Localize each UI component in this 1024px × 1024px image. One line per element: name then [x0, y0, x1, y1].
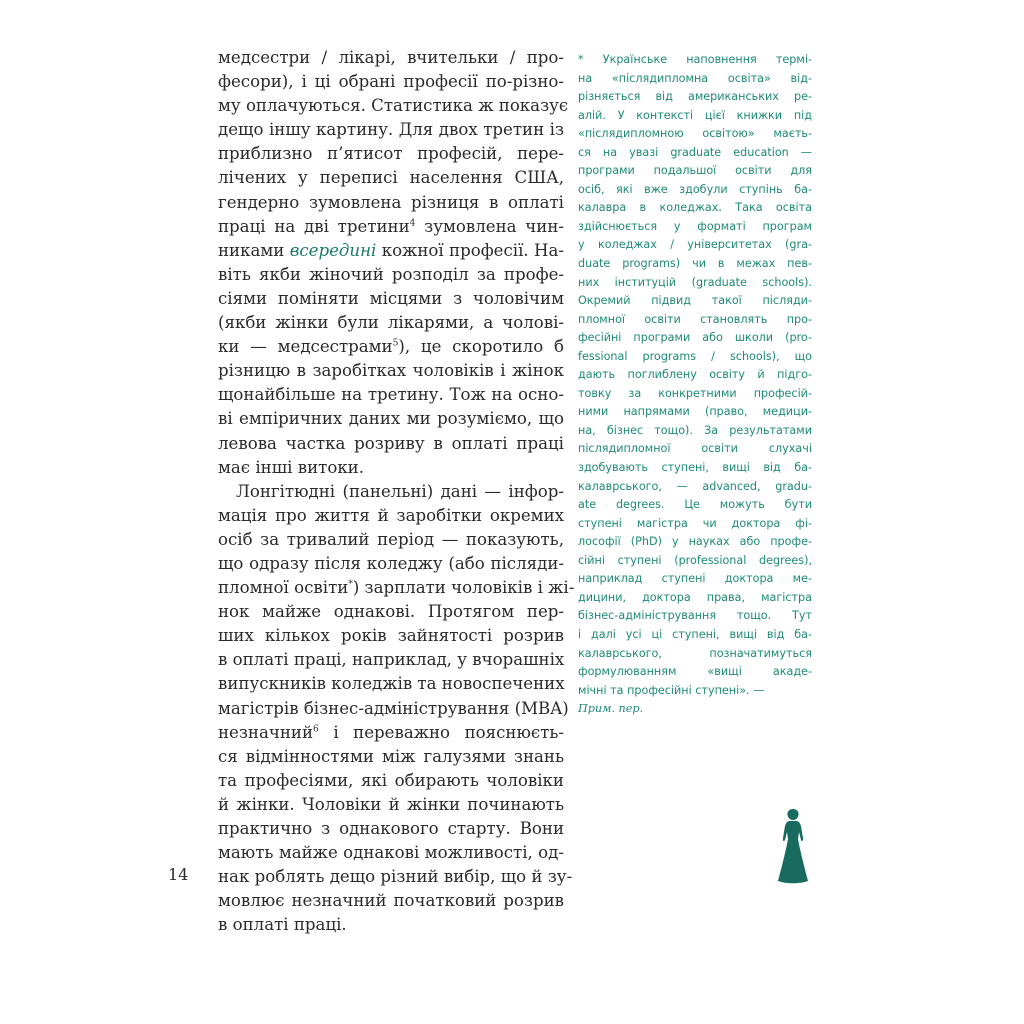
line-text: ві емпіричних даних ми розуміємо, що [218, 409, 564, 429]
text-line [218, 600, 564, 624]
main-text-column [218, 46, 575, 937]
text-line [218, 432, 564, 456]
line-text: лософії (PhD) у науках або профе- [578, 535, 812, 549]
text-line [578, 533, 812, 552]
text-line [218, 142, 564, 166]
line-text: здійснюється у форматі програм [578, 219, 812, 233]
line-text: мація про життя й заробітки окремих [218, 505, 564, 525]
text-line [578, 88, 812, 107]
text-line [218, 624, 564, 648]
line-text: «післядипломною освітою» маєть- [578, 127, 812, 141]
text-line [218, 215, 564, 239]
line-text: різницю в заробітках чоловіків і жінок [218, 361, 564, 381]
line-text: формулюванням «вищі акаде- [578, 665, 812, 679]
text-line [578, 274, 812, 293]
line-text: пломної освіти [218, 578, 349, 598]
line-text: і далі усі ці ступені, вищі від ба- [578, 627, 812, 641]
text-line [218, 287, 564, 311]
line-text: никами [218, 240, 290, 260]
line-text: левова частка розриву в оплаті праці [218, 433, 564, 453]
line-text: товку за конкретними професій- [578, 386, 812, 400]
text-line [218, 745, 564, 769]
line-text: випускників коледжів та новоспечених [218, 674, 565, 694]
line-text: мають майже однакові можливості, од- [218, 843, 564, 863]
line-text: сійні ступені (professional degrees), [578, 553, 812, 567]
text-line [578, 570, 812, 589]
text-line [218, 576, 575, 600]
line-text: наприклад ступені доктора ме- [578, 572, 812, 586]
text-line [578, 552, 812, 571]
line-text: осіб, які вже здобули ступінь ба- [578, 182, 812, 196]
text-line [578, 626, 812, 645]
line-text: ся відмінностями між галузями знань [218, 746, 564, 766]
text-line [578, 589, 812, 608]
line-text: ки — медсестрами [218, 337, 393, 357]
woman-silhouette-icon [776, 808, 810, 884]
text-line [218, 46, 564, 70]
text-line [578, 478, 812, 497]
page-number: 14 [168, 865, 189, 884]
text-line [218, 913, 564, 937]
line-text: осіб за тривалий період — показують, [218, 529, 564, 549]
line-text: них інституцій (graduate schools). [578, 275, 812, 289]
line-text: му оплачуються. Статистика ж показує [218, 96, 569, 116]
text-line [578, 51, 812, 70]
line-text: післядипломної освіти слухачі [578, 442, 812, 456]
text-line [578, 311, 812, 330]
footnote-column [578, 51, 812, 719]
text-line [218, 721, 564, 745]
line-text: duate programs) чи в межах пев- [578, 257, 812, 271]
line-text: магістрів бізнес-адміністрування (MBA) [218, 698, 569, 718]
line-text: у коледжах / університетах (gra- [578, 238, 812, 252]
line-text: калаврського, позначатимуться [578, 646, 812, 660]
text-line [578, 70, 812, 89]
text-line [578, 700, 812, 719]
line-text: (якби жінки були лікарями, а чолові- [218, 313, 564, 333]
line-text: ) зарплати чоловіків і жі- [352, 578, 575, 598]
line-text: калаврського, — advanced, gradu- [578, 479, 812, 493]
text-line [218, 672, 564, 696]
text-line [578, 199, 812, 218]
line-text: віть якби жіночий розподіл за профе- [218, 264, 564, 284]
text-line [218, 648, 564, 672]
line-text: кожної професії. На- [376, 240, 564, 260]
text-line [218, 456, 564, 480]
line-text: програми подальшої освіти для [578, 164, 812, 178]
line-text: щонайбільше на третину. Тож на осно- [218, 385, 564, 405]
text-line [578, 236, 812, 255]
text-line [218, 191, 564, 215]
text-line [578, 125, 812, 144]
line-text: медсестри / лікарі, вчительки / про- [218, 48, 564, 67]
line-text: алій. У контексті цієї книжки під [578, 108, 812, 122]
text-line [218, 528, 564, 552]
text-line [578, 645, 812, 664]
line-text: праці на дві третини [218, 216, 410, 236]
text-line [218, 239, 564, 263]
line-text: незначний [218, 722, 314, 742]
line-text: ними напрямами (право, медици- [578, 405, 812, 419]
text-line [218, 841, 564, 865]
text-line [218, 263, 564, 287]
text-line [218, 769, 564, 793]
line-text: ся на увазі graduate education — [578, 145, 812, 159]
footnote-marker: * [348, 579, 353, 590]
text-line [218, 552, 564, 576]
text-line [578, 515, 812, 534]
text-line [578, 682, 812, 701]
line-text: фесори), і ці обрані професії по-різно- [218, 72, 564, 92]
text-line [218, 383, 564, 407]
text-line [578, 107, 812, 126]
text-line [578, 348, 812, 367]
text-line [578, 144, 812, 163]
text-line [578, 403, 812, 422]
line-text: Окремий підвид такої післяди- [578, 294, 812, 308]
line-text: і переважно пояснюєть- [318, 722, 564, 742]
text-line [218, 407, 564, 431]
line-text: Лонгітюдні (панельні) дані — інфор- [236, 481, 564, 501]
text-line [578, 496, 812, 515]
text-line [218, 359, 564, 383]
line-text: здобувають ступені, вищі від ба- [578, 461, 812, 475]
text-line [578, 385, 812, 404]
text-line [578, 459, 812, 478]
line-text: * Українське наповнення термі- [578, 53, 812, 66]
footnote-marker: 5 [392, 338, 399, 349]
text-line [218, 889, 564, 913]
text-line [218, 166, 564, 190]
line-text: зумовлена чин- [415, 216, 564, 236]
line-text: різняється від американських ре- [578, 90, 812, 104]
line-text: ), це скоротило б [398, 337, 564, 357]
line-text: фесійні програми або школи (pro- [578, 331, 812, 345]
text-line [218, 793, 564, 817]
line-text: дещо іншу картину. Для двох третин із [218, 120, 564, 140]
text-line [218, 311, 564, 335]
text-line [218, 118, 564, 142]
text-line [578, 366, 812, 385]
line-text: на «післядипломна освіта» від- [578, 71, 812, 85]
text-line [578, 329, 812, 348]
translator-note: Прим. пер. [578, 702, 644, 716]
line-text: дають поглиблену освіту й підго- [578, 368, 812, 382]
line-text: сіями поміняти місцями з чоловічим [218, 288, 564, 308]
footnote-marker: 4 [409, 218, 416, 229]
text-line [578, 218, 812, 237]
line-text: ших кількох років зайнятості розрив [218, 626, 564, 646]
text-line [578, 440, 812, 459]
text-line [218, 94, 569, 118]
text-line [578, 181, 812, 200]
line-text: ate degrees. Це можуть бути [578, 498, 812, 512]
text-line [578, 607, 812, 626]
line-text: має інші витоки. [218, 457, 365, 477]
line-text: лічених у переписі населення США, [218, 168, 564, 188]
line-text: в оплаті праці. [218, 915, 347, 935]
line-text: що одразу після коледжу (або післяди- [218, 553, 564, 573]
text-line [218, 865, 573, 889]
line-text: калавра в коледжах. Така освіта [578, 201, 812, 215]
line-text: нак роблять дещо різний вибір, що й зу- [218, 867, 573, 887]
line-text: гендерно зумовлена різниця в оплаті [218, 192, 564, 212]
text-line [578, 255, 812, 274]
line-text: й жінки. Чоловіки й жінки починають [218, 794, 564, 814]
line-text: практично з однакового старту. Вони [218, 819, 564, 838]
text-line [218, 504, 564, 528]
line-text: нок майже однакові. Протягом пер- [218, 602, 564, 622]
text-line [218, 817, 564, 841]
line-text: бізнес-адміністрування тощо. Тут [578, 609, 812, 623]
text-line [578, 663, 812, 682]
text-line [218, 70, 564, 94]
line-text: fessional programs / schools), що [578, 349, 812, 363]
line-text: мовлює незначний початковий розрив [218, 891, 564, 911]
text-line [218, 480, 564, 504]
text-line [218, 335, 564, 359]
line-text: мічні та професійні ступені». — [578, 683, 765, 697]
line-text: на, бізнес тощо). За результатами [578, 423, 812, 437]
line-text: пломної освіти становлять про- [578, 312, 812, 326]
text-line [578, 292, 812, 311]
text-line [218, 697, 569, 721]
line-text: приблизно п’ятисот професій, пере- [218, 144, 564, 164]
text-line [578, 162, 812, 181]
text-line [578, 422, 812, 441]
emphasis-word: всередині [289, 240, 377, 260]
line-text: дицини, доктора права, магістра [578, 590, 812, 604]
line-text: в оплаті праці, наприклад, у вчорашніх [218, 650, 565, 670]
footnote-marker: 6 [313, 724, 319, 735]
line-text: ступені магістра чи доктора фі- [578, 516, 812, 530]
line-text: та професіями, які обирають чоловіки [218, 770, 564, 790]
